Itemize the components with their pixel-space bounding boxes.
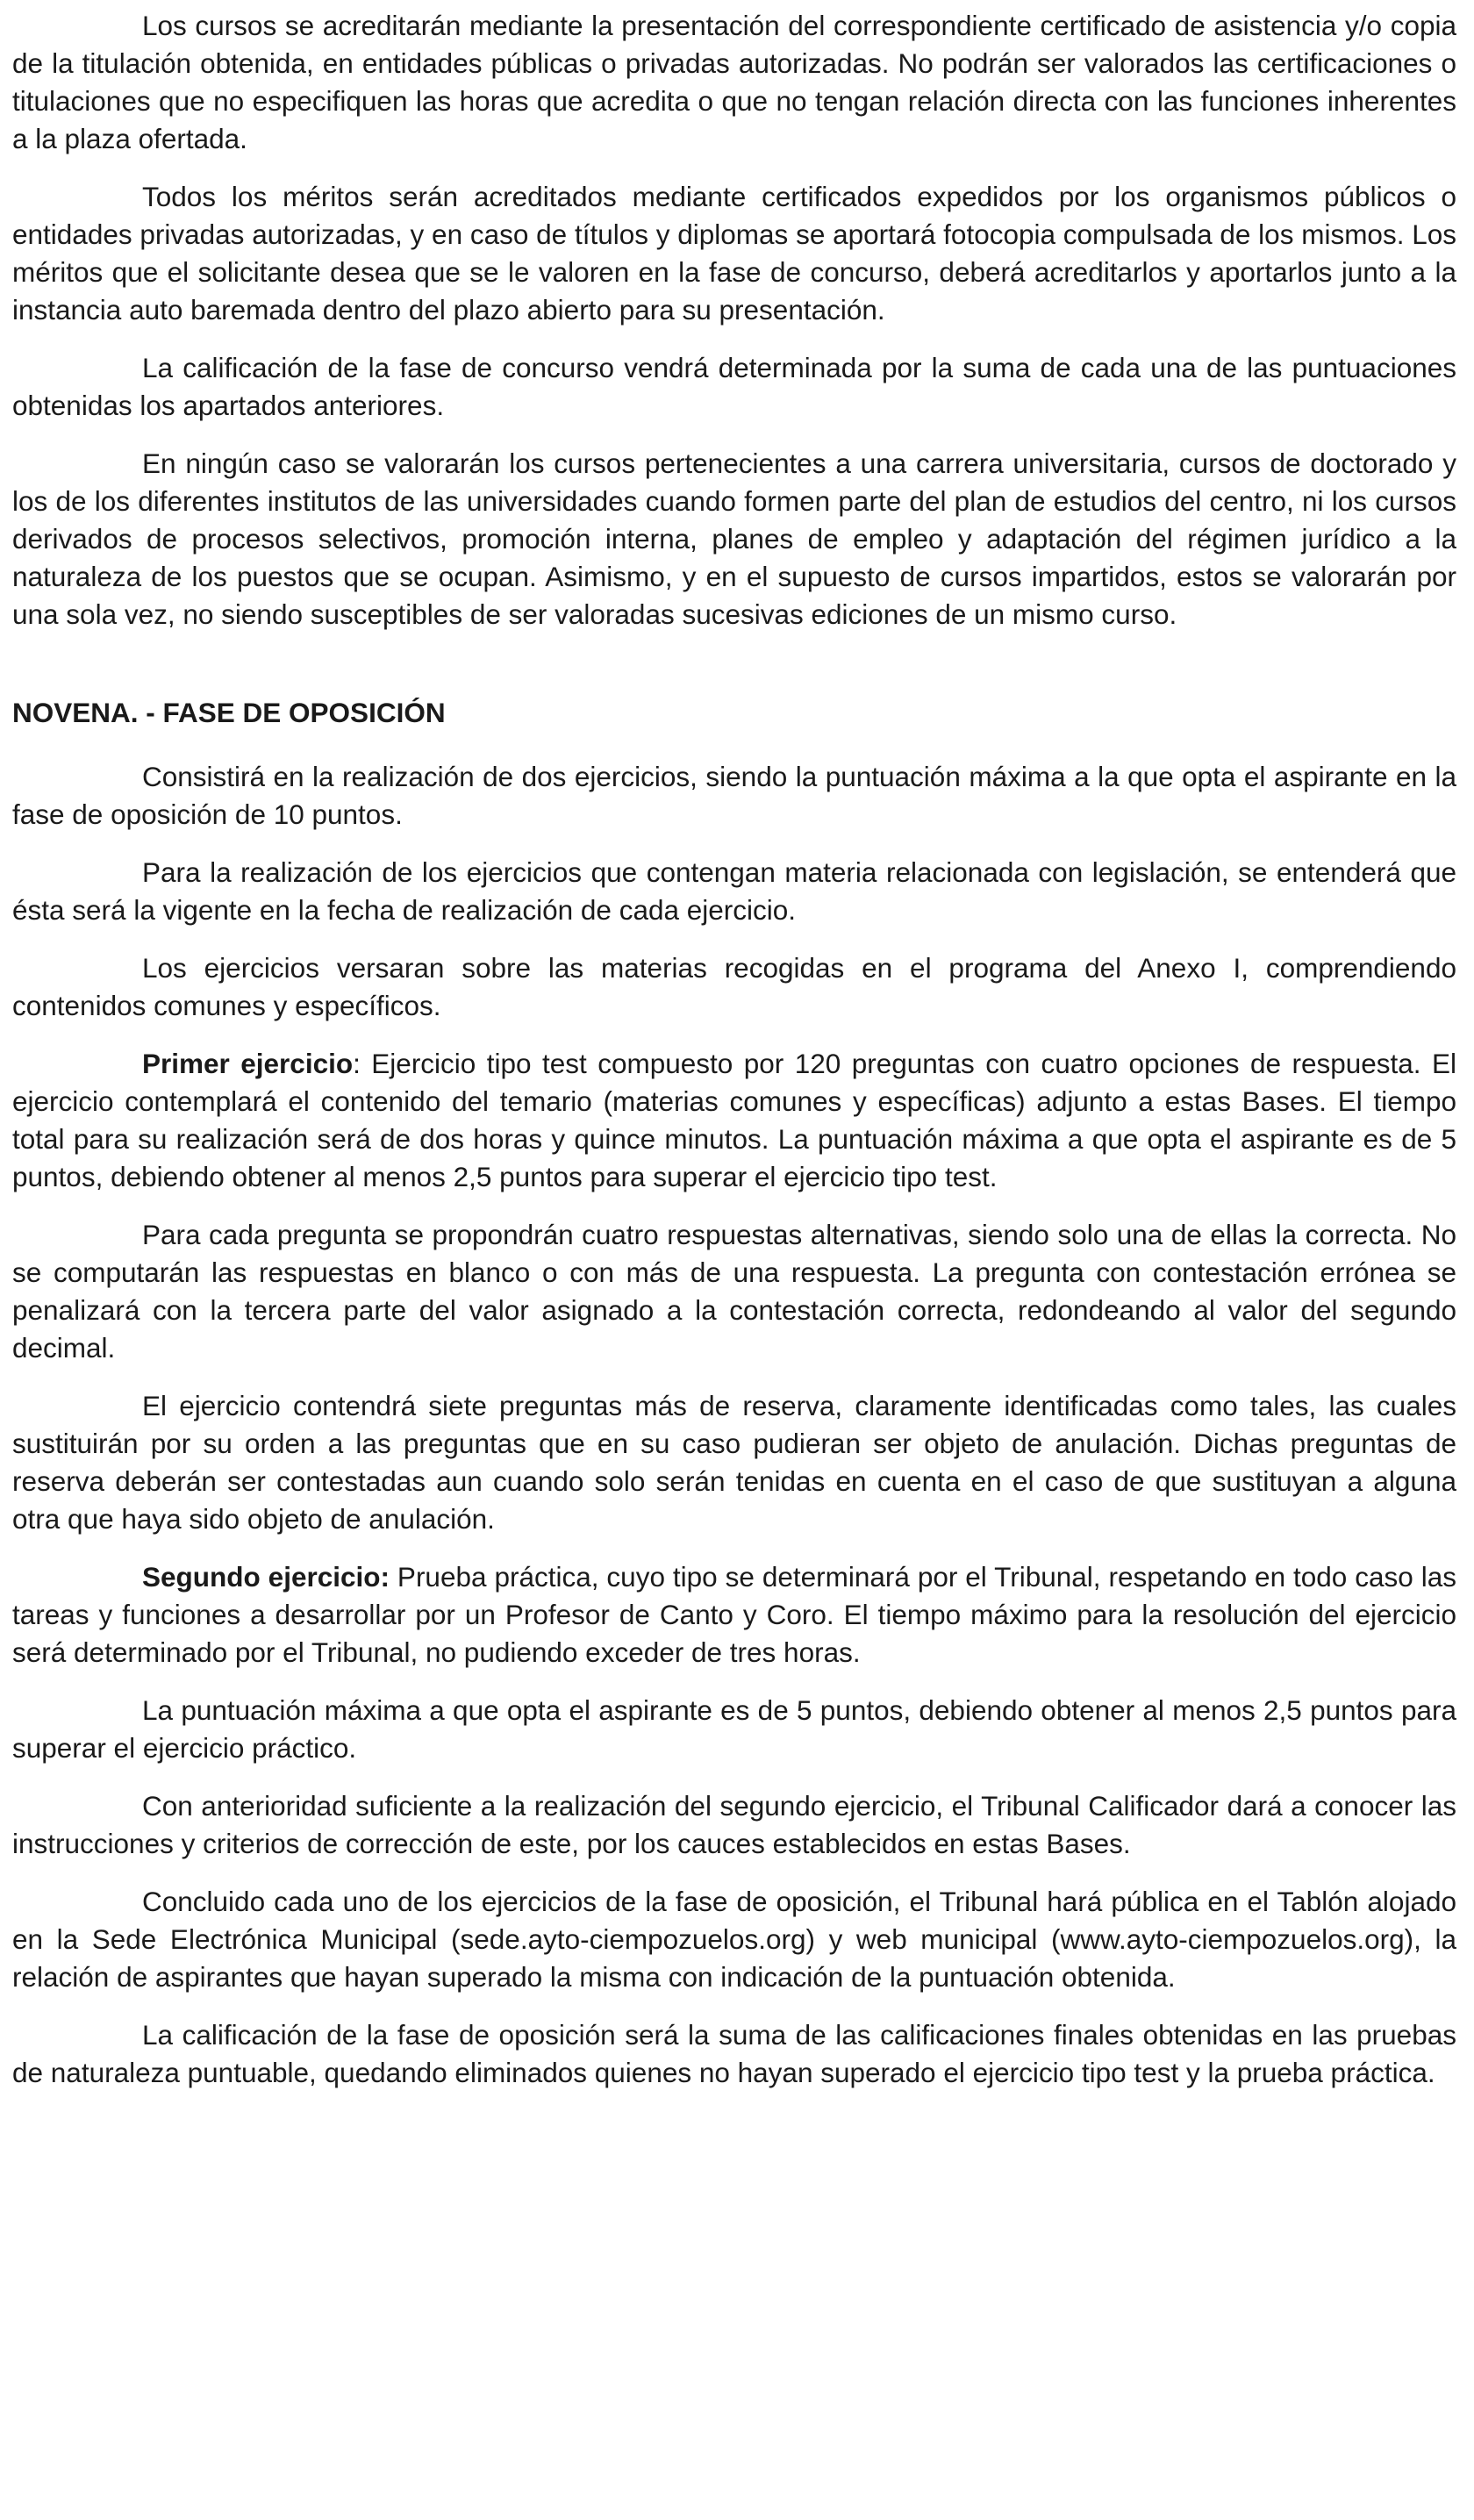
first-exercise-text: : Ejercicio tipo test compuesto por 120 preguntas con cuatro opciones de respuesta. El ejercicio contemplará el contenido del temario (materias comunes y específicas) adjunto a estas Bases. El tiempo total para su realización será de dos horas y quince minutos. La puntuación máxima a que opta el aspirante es de 5 puntos, debiendo obtener al menos 2,5 puntos para superar el ejercicio tipo test. — [12, 1048, 1457, 1192]
paragraph-answer-scoring: Para cada pregunta se propondrán cuatro respuestas alternativas, siendo solo una de ellas la correcta. No se computarán las respuestas en blanco o con más de una respuesta. La pregunta con contestación errónea se penalizará con la tercera parte del valor asignado a la contestación correcta, redondeando al valor del segundo decimal. — [12, 1219, 1456, 1364]
paragraph-correction-criteria: Con anterioridad suficiente a la realización del segundo ejercicio, el Tribunal Calificador dará a conocer las instrucciones y criterios de corrección de este, por los cauces establecidos en estas Bases. — [12, 1790, 1456, 1859]
paragraph-second-exercise — [12, 1558, 1456, 1672]
paragraph-legislation: Para la realización de los ejercicios que contengan materia relacionada con legislación, se entenderá que ésta será la vigente en la fecha de realización de cada ejercicio. — [12, 856, 1456, 926]
paragraph-final-calification: La calificación de la fase de oposición será la suma de las calificaciones finales obtenidas en las pruebas de naturaleza puntuable, quedando eliminados quienes no hayan superado el ejercicio tipo test y la prueba práctica. — [12, 2019, 1456, 2088]
section-heading-novena: NOVENA. - FASE DE OPOSICIÓN — [12, 697, 446, 728]
paragraph-course-accreditation: Los cursos se acreditarán mediante la presentación del correspondiente certificado de asistencia y/o copia de la titulación obtenida, en entidades públicas o privadas autorizadas. No podrán ser valorados las certificaciones o titulaciones que no especifiquen las horas que acredita o que no tengan relación directa con las funciones inherentes a la plaza ofertada. — [12, 10, 1456, 154]
first-exercise-label: Primer ejercicio — [142, 1048, 354, 1079]
paragraph-practical-score: La puntuación máxima a que opta el aspirante es de 5 puntos, debiendo obtener al menos 2,5 puntos para superar el ejercicio práctico. — [12, 1694, 1456, 1764]
paragraph-merit-accreditation: Todos los méritos serán acreditados mediante certificados expedidos por los organismos públicos o entidades privadas autorizadas, y en caso de títulos y diplomas se aportará fotocopia compulsada de los mismos. Los méritos que el solicitante desea que se le valoren en la fase de concurso, deberá acreditarlos y aportarlos junto a la instancia auto baremada dentro del plazo abierto para su presentación. — [12, 181, 1456, 326]
document-page — [12, 7, 1456, 2112]
section-spacer — [12, 654, 1456, 694]
paragraph-first-exercise — [12, 1045, 1456, 1196]
paragraph-annex-subjects: Los ejercicios versaran sobre las materias recogidas en el programa del Anexo I, comprendiendo contenidos comunes y específicos. — [12, 952, 1456, 1021]
paragraph-concurso-score: La calificación de la fase de concurso vendrá determinada por la suma de cada una de las puntuaciones obtenidas los apartados anteriores. — [12, 352, 1456, 421]
second-exercise-text: Prueba práctica, cuyo tipo se determinará por el Tribunal, respetando en todo caso las tareas y funciones a desarrollar por un Profesor de Canto y Coro. El tiempo máximo para la resolución del ejercicio será determinado por el Tribunal, no pudiendo exceder de tres horas. — [12, 1561, 1456, 1668]
paragraph-reserve-questions: El ejercicio contendrá siete preguntas más de reserva, claramente identificadas como tales, las cuales sustituirán por su orden a las preguntas que en su caso pudieran ser objeto de anulación. Dichas preguntas de reserva deberán ser contestadas aun cuando solo serán tenidas en cuenta en el caso de que sustituyan a alguna otra que haya sido objeto de anulación. — [12, 1390, 1456, 1535]
paragraph-results-publication: Concluido cada uno de los ejercicios de la fase de oposición, el Tribunal hará pública en el Tablón alojado en la Sede Electrónica Municipal (sede.ayto-ciempozuelos.org) y web municipal (www.ayto-ciempozuelos.org), la relación de aspirantes que hayan superado la misma con indicación de la puntuación obtenida. — [12, 1886, 1456, 1993]
second-exercise-label: Segundo ejercicio: — [142, 1561, 390, 1593]
heading-spacer — [12, 732, 1456, 758]
paragraph-excluded-courses: En ningún caso se valorarán los cursos pertenecientes a una carrera universitaria, cursos de doctorado y los de los diferentes institutos de las universidades cuando formen parte del plan de estudios del centro, ni los cursos derivados de procesos selectivos, promoción interna, planes de empleo y adaptación del régimen jurídico a la naturaleza de los puestos que se ocupan. Asimismo, y en el supuesto de cursos impartidos, estos se valorarán por una sola vez, no siendo susceptibles de ser valoradas sucesivas ediciones de un mismo curso. — [12, 447, 1456, 630]
paragraph-two-exercises: Consistirá en la realización de dos ejercicios, siendo la puntuación máxima a la que opta el aspirante en la fase de oposición de 10 puntos. — [12, 761, 1456, 830]
